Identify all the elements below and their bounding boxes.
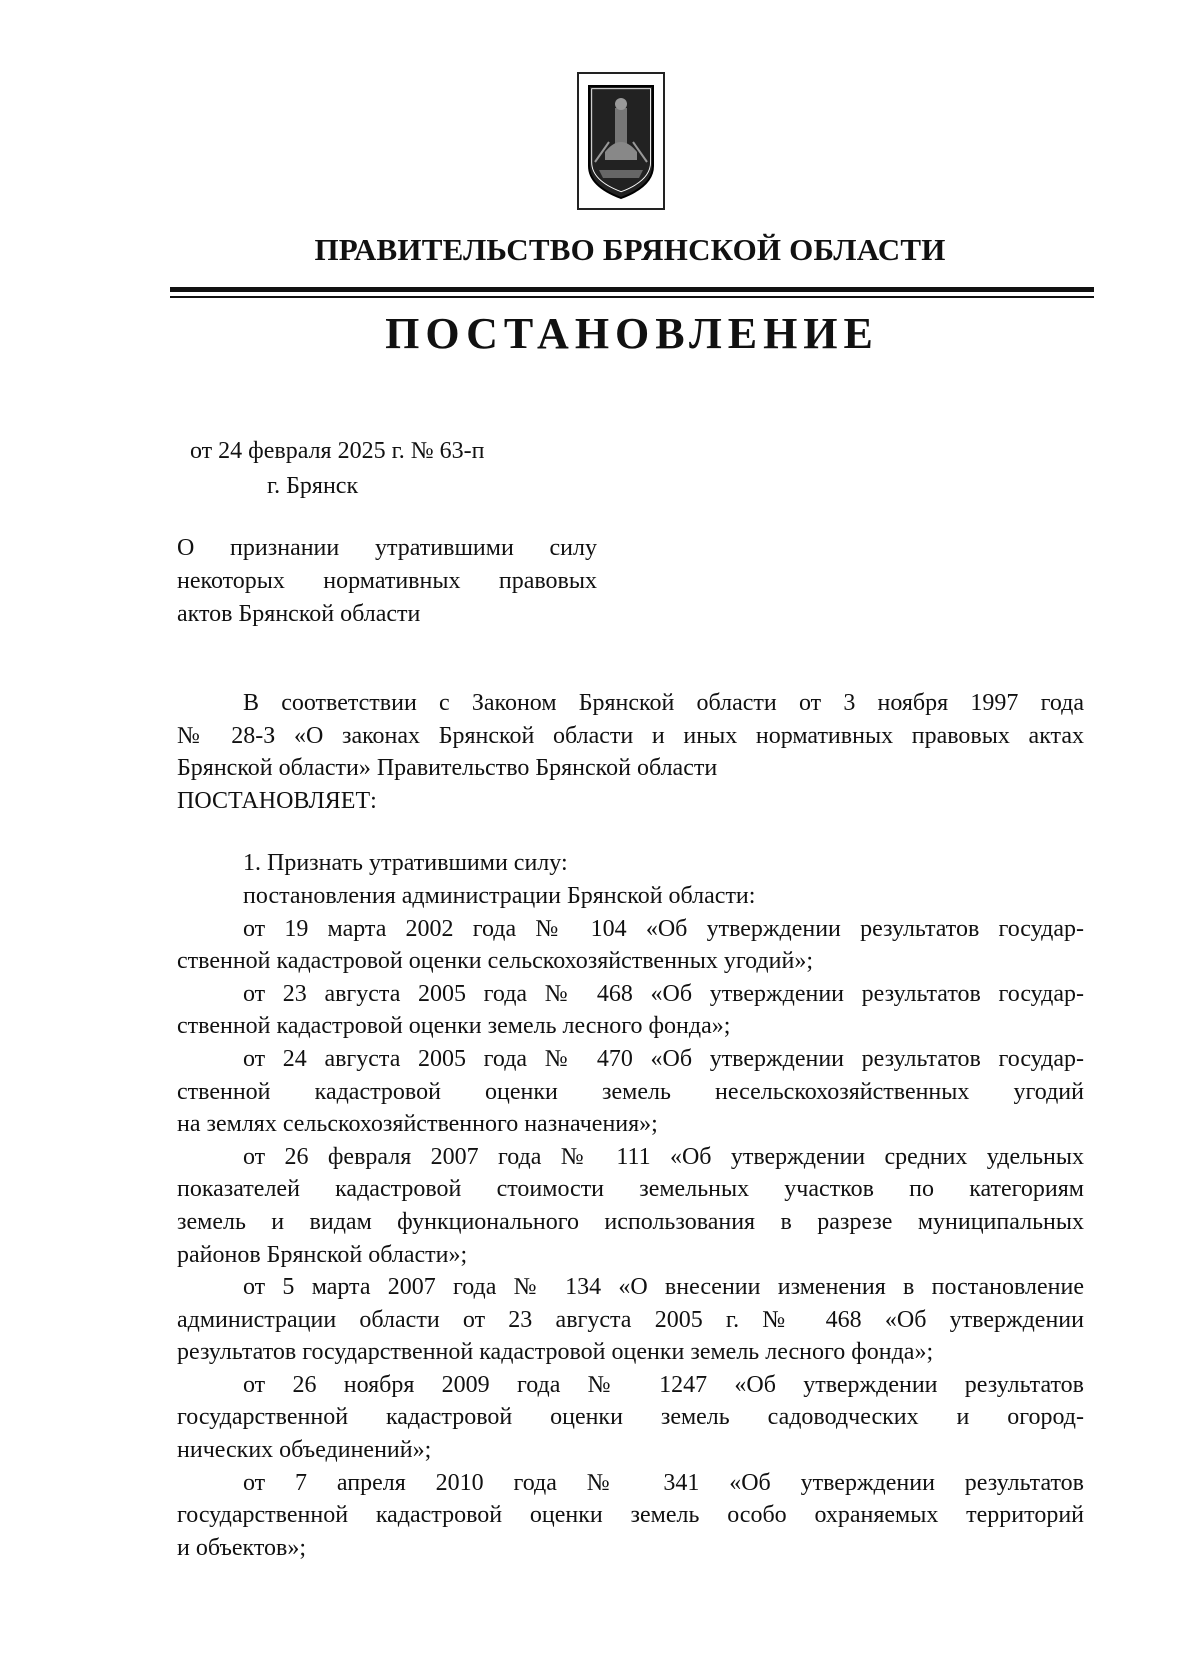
body-line: от 5 марта 2007 года № 134 «О внесении изменения в постановление [243, 1274, 1084, 1301]
coat-of-arms [577, 72, 665, 210]
body-line: постановления администрации Брянской области: [243, 882, 756, 909]
body-line: показателей кадастровой стоимости земельных участков по категориям [177, 1176, 1084, 1203]
document-type: ПОСТАНОВЛЕНИЕ [385, 309, 879, 358]
subject-line: О признании утратившими силу [177, 535, 597, 561]
header-rule-thick [170, 287, 1094, 292]
document-body [177, 687, 1084, 1564]
body-line: от 26 февраля 2007 года № 111 «Об утверждении средних удельных [243, 1143, 1084, 1170]
body-line: государственной кадастровой оценки земель особо охраняемых территорий [177, 1502, 1084, 1529]
body-line: нических объединений»; [177, 1437, 432, 1464]
header-rule-thin [170, 296, 1094, 298]
body-line: земель и видам функционального использования в разрезе муниципальных [177, 1208, 1084, 1235]
body-line: от 7 апреля 2010 года № 341 «Об утверждении результатов [243, 1469, 1084, 1496]
body-line: ственной кадастровой оценки земель лесного фонда»; [177, 1013, 731, 1040]
body-line: и объектов»; [177, 1534, 307, 1561]
body-line: ственной кадастровой оценки сельскохозяйственных угодий»; [177, 948, 813, 975]
organization-title: ПРАВИТЕЛЬСТВО БРЯНСКОЙ ОБЛАСТИ [314, 232, 946, 267]
subject-line: некоторых нормативных правовых [177, 568, 597, 594]
body-line: от 24 августа 2005 года № 470 «Об утверждении результатов государ- [243, 1045, 1084, 1072]
body-line: 1. Признать утратившими силу: [243, 850, 568, 877]
body-line: государственной кадастровой оценки земель садоводческих и огород- [177, 1404, 1084, 1431]
body-line: № 28-З «О законах Брянской области и иных нормативных правовых актах [177, 722, 1084, 749]
document-city: г. Брянск [267, 473, 359, 499]
body-line: ственной кадастровой оценки земель несельскохозяйственных угодий [177, 1078, 1084, 1105]
body-line: результатов государственной кадастровой оценки земель лесного фонда»; [177, 1339, 934, 1366]
body-line: от 26 ноября 2009 года № 1247 «Об утверждении результатов [243, 1371, 1084, 1398]
document-subject [177, 532, 597, 631]
document-date-number: от 24 февраля 2025 г. № 63-п [190, 438, 485, 464]
body-line: районов Брянской области»; [177, 1241, 468, 1268]
body-line: от 19 марта 2002 года № 104 «Об утверждении результатов государ- [243, 915, 1084, 942]
coat-of-arms-icon [585, 82, 657, 202]
body-line: администрации области от 23 августа 2005 г. № 468 «Об утверждении [177, 1306, 1084, 1333]
body-line: ПОСТАНОВЛЯЕТ: [177, 787, 377, 814]
body-line: В соответствии с Законом Брянской области от 3 ноября 1997 года [243, 690, 1084, 716]
paragraph-gap [177, 817, 1084, 847]
body-line: на землях сельскохозяйственного назначения»; [177, 1111, 658, 1138]
body-line: от 23 августа 2005 года № 468 «Об утверждении результатов государ- [243, 980, 1084, 1007]
subject-line: актов Брянской области [177, 601, 421, 627]
body-line: Брянской области» Правительство Брянской области [177, 755, 718, 782]
